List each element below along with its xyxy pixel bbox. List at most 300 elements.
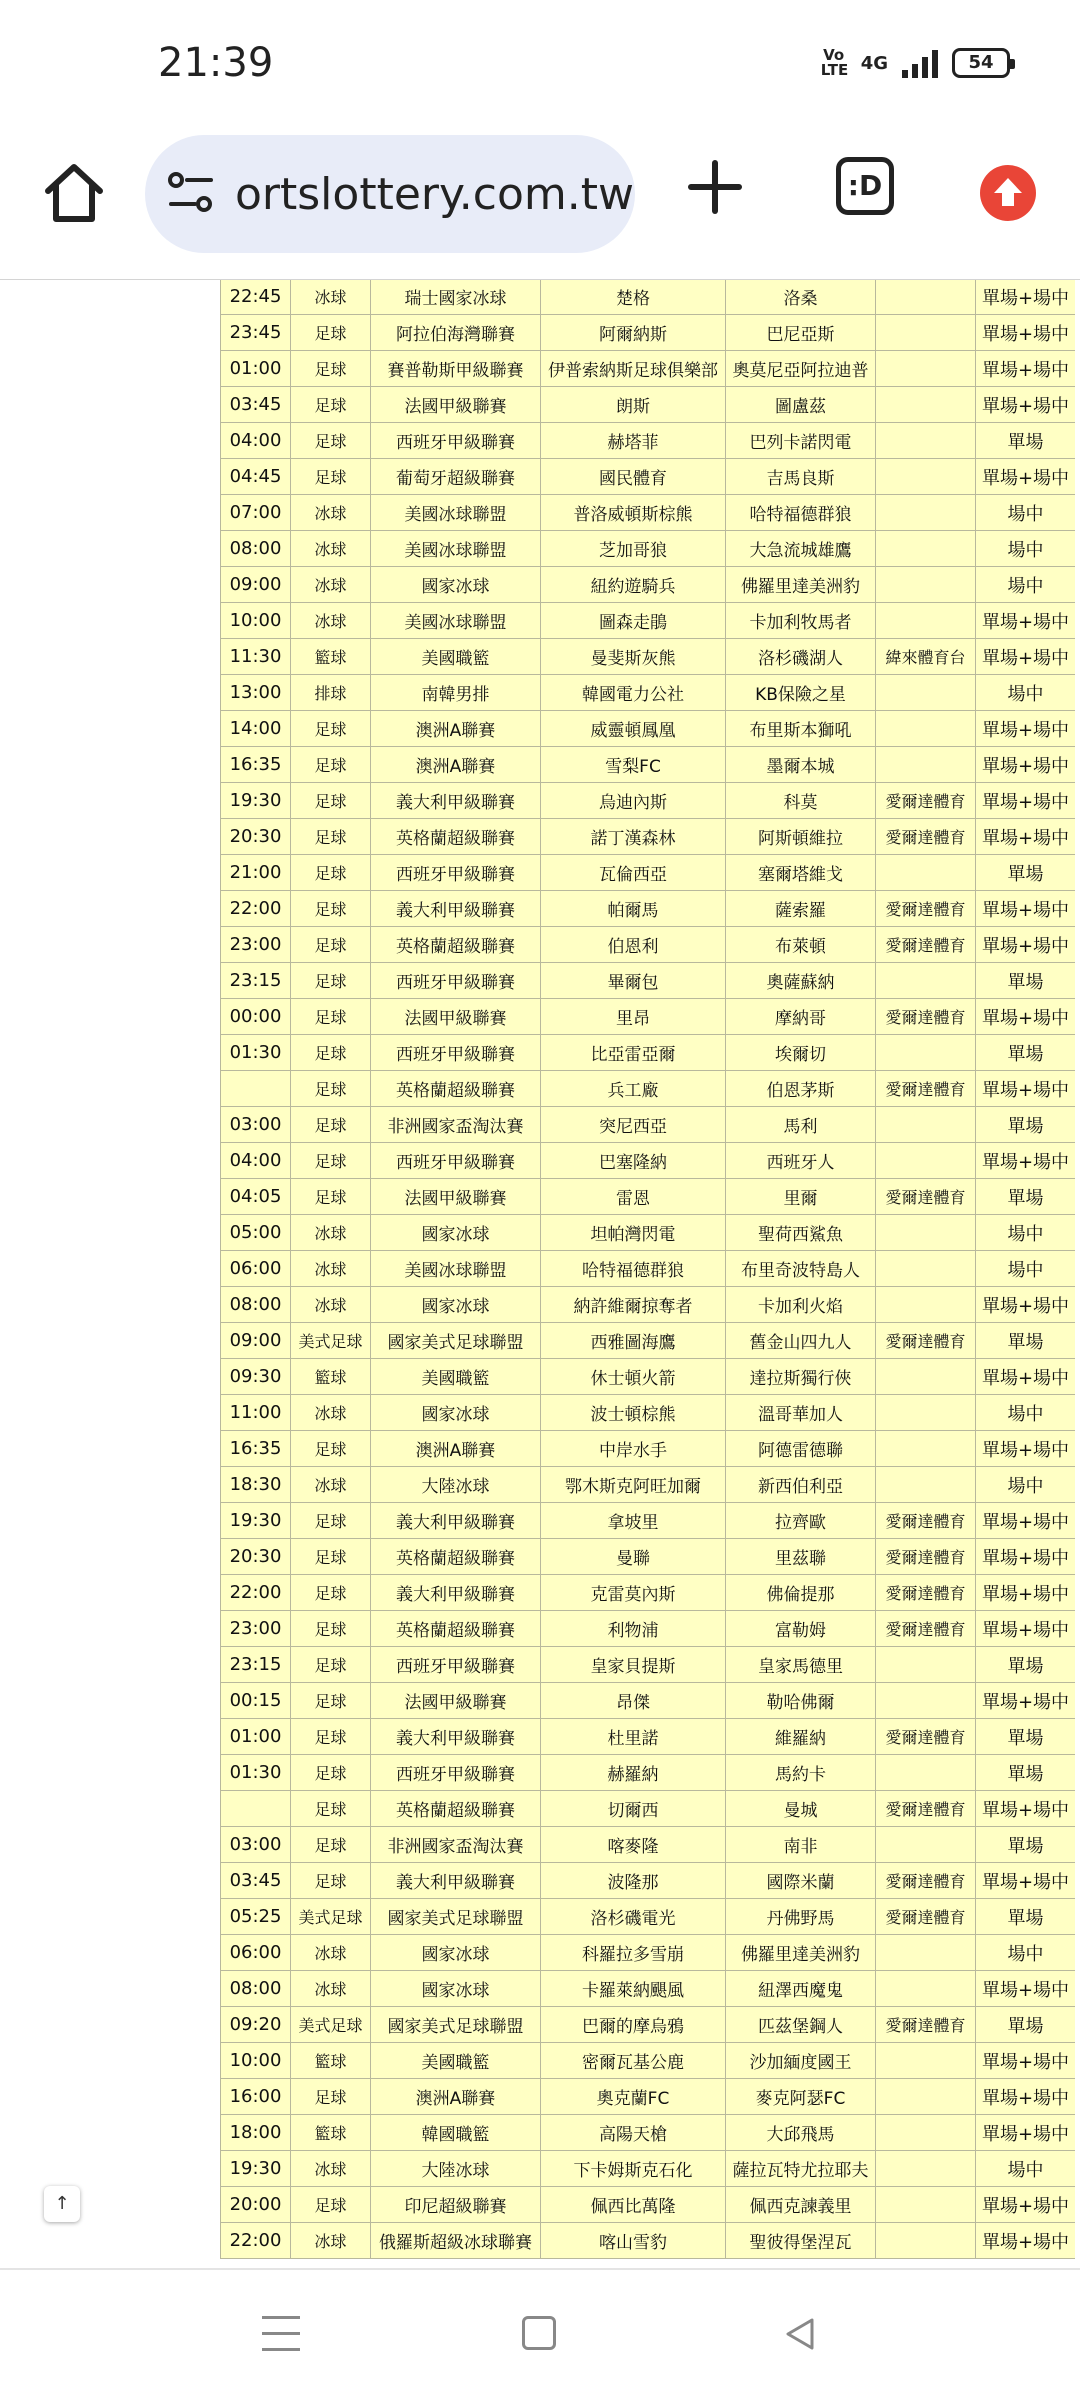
- league-cell: 美國職籃: [371, 639, 541, 675]
- tv-station-cell: [876, 1467, 976, 1503]
- home-team-cell: 畢爾包: [541, 963, 726, 999]
- triangle-back-icon[interactable]: [780, 2314, 820, 2354]
- home-team-cell: 西雅圖海鷹: [541, 1323, 726, 1359]
- scroll-to-top-button[interactable]: ↑: [44, 2186, 80, 2222]
- sport-cell: 足球: [291, 1683, 371, 1719]
- home-team-cell: 比亞雷亞爾: [541, 1035, 726, 1071]
- time-cell: 08:00: [221, 1287, 291, 1323]
- sport-cell: 籃球: [291, 1359, 371, 1395]
- league-cell: 西班牙甲級聯賽: [371, 1647, 541, 1683]
- tv-station-cell: [876, 531, 976, 567]
- sport-cell: 冰球: [291, 2223, 371, 2259]
- sport-cell: 足球: [291, 1503, 371, 1539]
- tv-station-cell: [876, 1215, 976, 1251]
- home-team-cell: 伊普索納斯足球俱樂部: [541, 351, 726, 387]
- time-cell: 23:15: [221, 963, 291, 999]
- table-row: [221, 1467, 1076, 1503]
- tv-station-cell: [876, 1395, 976, 1431]
- time-cell: 19:30: [221, 1503, 291, 1539]
- away-team-cell: 富勒姆: [726, 1611, 876, 1647]
- time-cell: 22:00: [221, 891, 291, 927]
- time-cell: 06:00: [221, 1251, 291, 1287]
- tv-station-cell: 愛爾達體育: [876, 1863, 976, 1899]
- table-row: [221, 1683, 1076, 1719]
- league-cell: 法國甲級聯賽: [371, 1179, 541, 1215]
- table-row: [221, 1935, 1076, 1971]
- sport-cell: 足球: [291, 819, 371, 855]
- away-team-cell: 西班牙人: [726, 1143, 876, 1179]
- update-arrow-icon[interactable]: [980, 165, 1036, 221]
- home-team-cell: 赫塔菲: [541, 423, 726, 459]
- bet-type-cell: 單場: [976, 423, 1076, 459]
- tv-station-cell: [876, 351, 976, 387]
- time-cell: 10:00: [221, 603, 291, 639]
- tv-station-cell: [876, 315, 976, 351]
- bet-type-cell: 單場+場中: [976, 1611, 1076, 1647]
- sport-cell: 足球: [291, 783, 371, 819]
- time-cell: 03:00: [221, 1827, 291, 1863]
- table-row: [221, 1323, 1076, 1359]
- home-team-cell: 喀山雪豹: [541, 2223, 726, 2259]
- bet-type-cell: 單場+場中: [976, 1503, 1076, 1539]
- bet-type-cell: 單場: [976, 1107, 1076, 1143]
- time-cell: 16:35: [221, 1431, 291, 1467]
- table-row: [221, 315, 1076, 351]
- away-team-cell: 埃爾切: [726, 1035, 876, 1071]
- address-bar[interactable]: [145, 135, 635, 253]
- time-cell: 06:00: [221, 1935, 291, 1971]
- league-cell: 大陸冰球: [371, 1467, 541, 1503]
- away-team-cell: 洛桑: [726, 280, 876, 315]
- bet-type-cell: 單場+場中: [976, 1071, 1076, 1107]
- league-cell: 西班牙甲級聯賽: [371, 1035, 541, 1071]
- tv-station-cell: 緯來體育台: [876, 639, 976, 675]
- sport-cell: 足球: [291, 1863, 371, 1899]
- bet-type-cell: 單場+場中: [976, 819, 1076, 855]
- sport-cell: 足球: [291, 891, 371, 927]
- league-cell: 英格蘭超級聯賽: [371, 1071, 541, 1107]
- bet-type-cell: 單場: [976, 1827, 1076, 1863]
- sport-cell: 足球: [291, 855, 371, 891]
- time-cell: 01:00: [221, 351, 291, 387]
- sport-cell: 足球: [291, 711, 371, 747]
- bet-type-cell: 單場+場中: [976, 2115, 1076, 2151]
- away-team-cell: 佛倫提那: [726, 1575, 876, 1611]
- tv-station-cell: [876, 1035, 976, 1071]
- table-row: [221, 2223, 1076, 2259]
- sport-cell: 冰球: [291, 2151, 371, 2187]
- table-row: [221, 531, 1076, 567]
- away-team-cell: 大急流城雄鷹: [726, 531, 876, 567]
- home-team-cell: 烏迪內斯: [541, 783, 726, 819]
- home-team-cell: 洛杉磯電光: [541, 1899, 726, 1935]
- tv-station-cell: [876, 1143, 976, 1179]
- league-cell: 英格蘭超級聯賽: [371, 819, 541, 855]
- time-cell: 05:25: [221, 1899, 291, 1935]
- league-cell: 義大利甲級聯賽: [371, 1503, 541, 1539]
- league-cell: 西班牙甲級聯賽: [371, 855, 541, 891]
- tv-station-cell: [876, 1971, 976, 2007]
- table-row: [221, 1071, 1076, 1107]
- bet-type-cell: 單場+場中: [976, 1791, 1076, 1827]
- league-cell: 西班牙甲級聯賽: [371, 1755, 541, 1791]
- league-cell: 美國冰球聯盟: [371, 603, 541, 639]
- bet-type-cell: 單場+場中: [976, 1971, 1076, 2007]
- league-cell: 法國甲級聯賽: [371, 387, 541, 423]
- away-team-cell: 奧薩蘇納: [726, 963, 876, 999]
- time-cell: 01:00: [221, 1719, 291, 1755]
- league-cell: 阿拉伯海灣聯賽: [371, 315, 541, 351]
- home-team-cell: 高陽天槍: [541, 2115, 726, 2151]
- tv-station-cell: [876, 2079, 976, 2115]
- league-cell: 印尼超級聯賽: [371, 2187, 541, 2223]
- tv-station-cell: [876, 603, 976, 639]
- table-row: [221, 1035, 1076, 1071]
- signal-icon: [902, 48, 938, 78]
- league-cell: 國家冰球: [371, 1215, 541, 1251]
- table-row: [221, 639, 1076, 675]
- sport-cell: 足球: [291, 1539, 371, 1575]
- league-cell: 英格蘭超級聯賽: [371, 1611, 541, 1647]
- sport-cell: 足球: [291, 459, 371, 495]
- bet-type-cell: 單場+場中: [976, 711, 1076, 747]
- bet-type-cell: 單場+場中: [976, 1431, 1076, 1467]
- bet-type-cell: 單場: [976, 1035, 1076, 1071]
- tv-station-cell: 愛爾達體育: [876, 783, 976, 819]
- sport-cell: 冰球: [291, 1395, 371, 1431]
- away-team-cell: 巴列卡諾閃電: [726, 423, 876, 459]
- sport-cell: 足球: [291, 1179, 371, 1215]
- league-cell: 義大利甲級聯賽: [371, 1863, 541, 1899]
- time-cell: 21:00: [221, 855, 291, 891]
- sport-cell: 足球: [291, 1611, 371, 1647]
- menu-icon[interactable]: [262, 2316, 300, 2352]
- bet-type-cell: 單場+場中: [976, 1539, 1076, 1575]
- home-team-cell: 巴爾的摩烏鴉: [541, 2007, 726, 2043]
- league-cell: 義大利甲級聯賽: [371, 891, 541, 927]
- away-team-cell: 南非: [726, 1827, 876, 1863]
- schedule-table-area: [220, 280, 1075, 2262]
- league-cell: 澳洲A聯賽: [371, 2079, 541, 2115]
- time-cell: 13:00: [221, 675, 291, 711]
- bet-type-cell: 單場+場中: [976, 927, 1076, 963]
- tv-station-cell: 愛爾達體育: [876, 1503, 976, 1539]
- away-team-cell: 阿德雷德聯: [726, 1431, 876, 1467]
- home-team-cell: 曼斐斯灰熊: [541, 639, 726, 675]
- tv-station-cell: [876, 1935, 976, 1971]
- home-team-cell: 巴塞隆納: [541, 1143, 726, 1179]
- home-icon[interactable]: [38, 157, 110, 229]
- away-team-cell: 皇家馬德里: [726, 1647, 876, 1683]
- league-cell: 美國職籃: [371, 1359, 541, 1395]
- time-cell: 11:00: [221, 1395, 291, 1431]
- time-cell: 22:45: [221, 280, 291, 315]
- away-team-cell: 勒哈佛爾: [726, 1683, 876, 1719]
- sport-cell: 籃球: [291, 2115, 371, 2151]
- time-cell: 09:00: [221, 1323, 291, 1359]
- time-cell: 20:00: [221, 2187, 291, 2223]
- time-cell: 14:00: [221, 711, 291, 747]
- bet-type-cell: 場中: [976, 1395, 1076, 1431]
- bet-type-cell: 單場: [976, 1755, 1076, 1791]
- away-team-cell: 里爾: [726, 1179, 876, 1215]
- site-info-icon[interactable]: [167, 171, 215, 217]
- bet-type-cell: 單場+場中: [976, 747, 1076, 783]
- away-team-cell: 紐澤西魔鬼: [726, 1971, 876, 2007]
- schedule-table: [220, 280, 1075, 2259]
- sport-cell: 足球: [291, 1791, 371, 1827]
- time-cell: 08:00: [221, 531, 291, 567]
- tv-station-cell: 愛爾達體育: [876, 1899, 976, 1935]
- sport-cell: 足球: [291, 1647, 371, 1683]
- table-row: [221, 1755, 1076, 1791]
- league-cell: 英格蘭超級聯賽: [371, 1539, 541, 1575]
- bet-type-cell: 單場+場中: [976, 351, 1076, 387]
- league-cell: 美國冰球聯盟: [371, 495, 541, 531]
- home-team-cell: 科羅拉多雪崩: [541, 1935, 726, 1971]
- home-team-cell: 突尼西亞: [541, 1107, 726, 1143]
- away-team-cell: 里茲聯: [726, 1539, 876, 1575]
- time-cell: 22:00: [221, 1575, 291, 1611]
- away-team-cell: 薩拉瓦特尤拉耶夫: [726, 2151, 876, 2187]
- table-row: [221, 1827, 1076, 1863]
- tv-station-cell: [876, 747, 976, 783]
- tv-station-cell: [876, 280, 976, 315]
- sport-cell: 冰球: [291, 495, 371, 531]
- time-cell: 19:30: [221, 783, 291, 819]
- home-team-cell: 奧克蘭FC: [541, 2079, 726, 2115]
- table-row: [221, 1719, 1076, 1755]
- time-cell: 08:00: [221, 1971, 291, 2007]
- tv-station-cell: [876, 1647, 976, 1683]
- sport-cell: 足球: [291, 1143, 371, 1179]
- tv-station-cell: [876, 1359, 976, 1395]
- home-team-cell: 威靈頓鳳凰: [541, 711, 726, 747]
- league-cell: 韓國職籃: [371, 2115, 541, 2151]
- table-row: [221, 1971, 1076, 2007]
- table-row: [221, 280, 1076, 315]
- time-cell: 09:30: [221, 1359, 291, 1395]
- league-cell: 義大利甲級聯賽: [371, 1719, 541, 1755]
- league-cell: 義大利甲級聯賽: [371, 783, 541, 819]
- table-row: [221, 1539, 1076, 1575]
- league-cell: 非洲國家盃淘汰賽: [371, 1827, 541, 1863]
- table-row: [221, 675, 1076, 711]
- new-tab-plus-icon[interactable]: [683, 155, 747, 219]
- tv-station-cell: [876, 2223, 976, 2259]
- away-team-cell: 布萊頓: [726, 927, 876, 963]
- sport-cell: 足球: [291, 1431, 371, 1467]
- table-row: [221, 2079, 1076, 2115]
- time-cell: 03:00: [221, 1107, 291, 1143]
- tv-station-cell: [876, 567, 976, 603]
- tv-station-cell: 愛爾達體育: [876, 1575, 976, 1611]
- bet-type-cell: 單場+場中: [976, 2187, 1076, 2223]
- tv-station-cell: [876, 387, 976, 423]
- sport-cell: 美式足球: [291, 1323, 371, 1359]
- sport-cell: 冰球: [291, 1935, 371, 1971]
- away-team-cell: 伯恩茅斯: [726, 1071, 876, 1107]
- tv-station-cell: [876, 2043, 976, 2079]
- bet-type-cell: 單場+場中: [976, 1863, 1076, 1899]
- sport-cell: 足球: [291, 1719, 371, 1755]
- time-cell: 01:30: [221, 1035, 291, 1071]
- time-cell: 04:00: [221, 423, 291, 459]
- bet-type-cell: 單場+場中: [976, 999, 1076, 1035]
- sport-cell: 冰球: [291, 1251, 371, 1287]
- tv-station-cell: 愛爾達體育: [876, 1071, 976, 1107]
- sport-cell: 足球: [291, 1071, 371, 1107]
- tv-station-cell: 愛爾達體育: [876, 891, 976, 927]
- away-team-cell: 曼城: [726, 1791, 876, 1827]
- bet-type-cell: 單場: [976, 1899, 1076, 1935]
- square-home-icon[interactable]: [522, 2316, 556, 2350]
- bet-type-cell: 單場+場中: [976, 2223, 1076, 2259]
- bet-type-cell: 單場+場中: [976, 783, 1076, 819]
- time-cell: 16:35: [221, 747, 291, 783]
- time-cell: 04:00: [221, 1143, 291, 1179]
- away-team-cell: 薩索羅: [726, 891, 876, 927]
- table-row: [221, 1647, 1076, 1683]
- table-row: [221, 423, 1076, 459]
- bet-type-cell: 單場: [976, 1323, 1076, 1359]
- table-row: [221, 495, 1076, 531]
- tv-station-cell: [876, 423, 976, 459]
- tv-station-cell: 愛爾達體育: [876, 1179, 976, 1215]
- table-row: [221, 603, 1076, 639]
- bet-type-cell: 單場+場中: [976, 891, 1076, 927]
- home-team-cell: 赫羅納: [541, 1755, 726, 1791]
- table-row: [221, 747, 1076, 783]
- tv-station-cell: [876, 495, 976, 531]
- table-row: [221, 1575, 1076, 1611]
- tv-station-cell: [876, 2151, 976, 2187]
- table-row: [221, 2115, 1076, 2151]
- away-team-cell: 墨爾本城: [726, 747, 876, 783]
- table-row: [221, 2043, 1076, 2079]
- table-row: [221, 1287, 1076, 1323]
- time-cell: 18:00: [221, 2115, 291, 2151]
- table-row: [221, 711, 1076, 747]
- bet-type-cell: 單場: [976, 855, 1076, 891]
- sport-cell: 足球: [291, 315, 371, 351]
- league-cell: 賽普勒斯甲級聯賽: [371, 351, 541, 387]
- table-row: [221, 963, 1076, 999]
- bet-type-cell: 場中: [976, 1467, 1076, 1503]
- sport-cell: 足球: [291, 1035, 371, 1071]
- tab-switcher-button[interactable]: :D: [836, 157, 894, 215]
- table-row: [221, 891, 1076, 927]
- home-team-cell: 國民體育: [541, 459, 726, 495]
- away-team-cell: 國際米蘭: [726, 1863, 876, 1899]
- home-team-cell: 杜里諾: [541, 1719, 726, 1755]
- home-team-cell: 雷恩: [541, 1179, 726, 1215]
- league-cell: 葡萄牙超級聯賽: [371, 459, 541, 495]
- away-team-cell: 聖荷西鯊魚: [726, 1215, 876, 1251]
- home-team-cell: 諾丁漢森林: [541, 819, 726, 855]
- sport-cell: 足球: [291, 1575, 371, 1611]
- away-team-cell: 舊金山四九人: [726, 1323, 876, 1359]
- table-row: [221, 1431, 1076, 1467]
- sport-cell: 足球: [291, 927, 371, 963]
- url-text[interactable]: ortslottery.com.tw: [235, 169, 634, 220]
- home-team-cell: 坦帕灣閃電: [541, 1215, 726, 1251]
- bet-type-cell: 場中: [976, 1251, 1076, 1287]
- home-team-cell: 鄂木斯克阿旺加爾: [541, 1467, 726, 1503]
- table-row: [221, 387, 1076, 423]
- league-cell: 英格蘭超級聯賽: [371, 1791, 541, 1827]
- sport-cell: 足球: [291, 1107, 371, 1143]
- league-cell: 國家美式足球聯盟: [371, 1899, 541, 1935]
- tv-station-cell: [876, 855, 976, 891]
- bet-type-cell: 單場+場中: [976, 2043, 1076, 2079]
- time-cell: 09:00: [221, 567, 291, 603]
- time-cell: 23:15: [221, 1647, 291, 1683]
- bet-type-cell: 場中: [976, 531, 1076, 567]
- away-team-cell: 馬約卡: [726, 1755, 876, 1791]
- league-cell: 國家美式足球聯盟: [371, 1323, 541, 1359]
- table-row: [221, 1107, 1076, 1143]
- home-team-cell: 克雷莫內斯: [541, 1575, 726, 1611]
- tv-station-cell: 愛爾達體育: [876, 927, 976, 963]
- home-team-cell: 中岸水手: [541, 1431, 726, 1467]
- home-team-cell: 佩西比萬隆: [541, 2187, 726, 2223]
- bet-type-cell: 單場+場中: [976, 639, 1076, 675]
- league-cell: 澳洲A聯賽: [371, 1431, 541, 1467]
- bet-type-cell: 場中: [976, 1215, 1076, 1251]
- away-team-cell: 新西伯利亞: [726, 1467, 876, 1503]
- bet-type-cell: 單場: [976, 1647, 1076, 1683]
- bet-type-cell: 單場+場中: [976, 1575, 1076, 1611]
- away-team-cell: 圖盧茲: [726, 387, 876, 423]
- sport-cell: 足球: [291, 999, 371, 1035]
- table-row: [221, 2007, 1076, 2043]
- tv-station-cell: 愛爾達體育: [876, 2007, 976, 2043]
- away-team-cell: 馬利: [726, 1107, 876, 1143]
- bet-type-cell: 單場+場中: [976, 603, 1076, 639]
- table-row: [221, 999, 1076, 1035]
- sport-cell: 足球: [291, 387, 371, 423]
- league-cell: 美國冰球聯盟: [371, 1251, 541, 1287]
- table-row: [221, 1251, 1076, 1287]
- league-cell: 法國甲級聯賽: [371, 999, 541, 1035]
- home-team-cell: 兵工廠: [541, 1071, 726, 1107]
- league-cell: 西班牙甲級聯賽: [371, 963, 541, 999]
- tv-station-cell: [876, 1287, 976, 1323]
- sport-cell: 冰球: [291, 1215, 371, 1251]
- tv-station-cell: 愛爾達體育: [876, 1791, 976, 1827]
- league-cell: 西班牙甲級聯賽: [371, 423, 541, 459]
- sport-cell: 美式足球: [291, 1899, 371, 1935]
- volte-icon: Vo LTE: [820, 46, 849, 79]
- table-row: [221, 1215, 1076, 1251]
- away-team-cell: 吉馬良斯: [726, 459, 876, 495]
- away-team-cell: 摩納哥: [726, 999, 876, 1035]
- sport-cell: 美式足球: [291, 2007, 371, 2043]
- tv-station-cell: [876, 1755, 976, 1791]
- bet-type-cell: 單場+場中: [976, 1359, 1076, 1395]
- time-cell: 20:30: [221, 819, 291, 855]
- away-team-cell: 麥克阿瑟FC: [726, 2079, 876, 2115]
- league-cell: 國家美式足球聯盟: [371, 2007, 541, 2043]
- home-team-cell: 阿爾納斯: [541, 315, 726, 351]
- league-cell: 大陸冰球: [371, 2151, 541, 2187]
- home-team-cell: 下卡姆斯克石化: [541, 2151, 726, 2187]
- away-team-cell: 布里奇波特島人: [726, 1251, 876, 1287]
- away-team-cell: 佛羅里達美洲豹: [726, 567, 876, 603]
- bet-type-cell: 單場+場中: [976, 1287, 1076, 1323]
- sport-cell: 冰球: [291, 1467, 371, 1503]
